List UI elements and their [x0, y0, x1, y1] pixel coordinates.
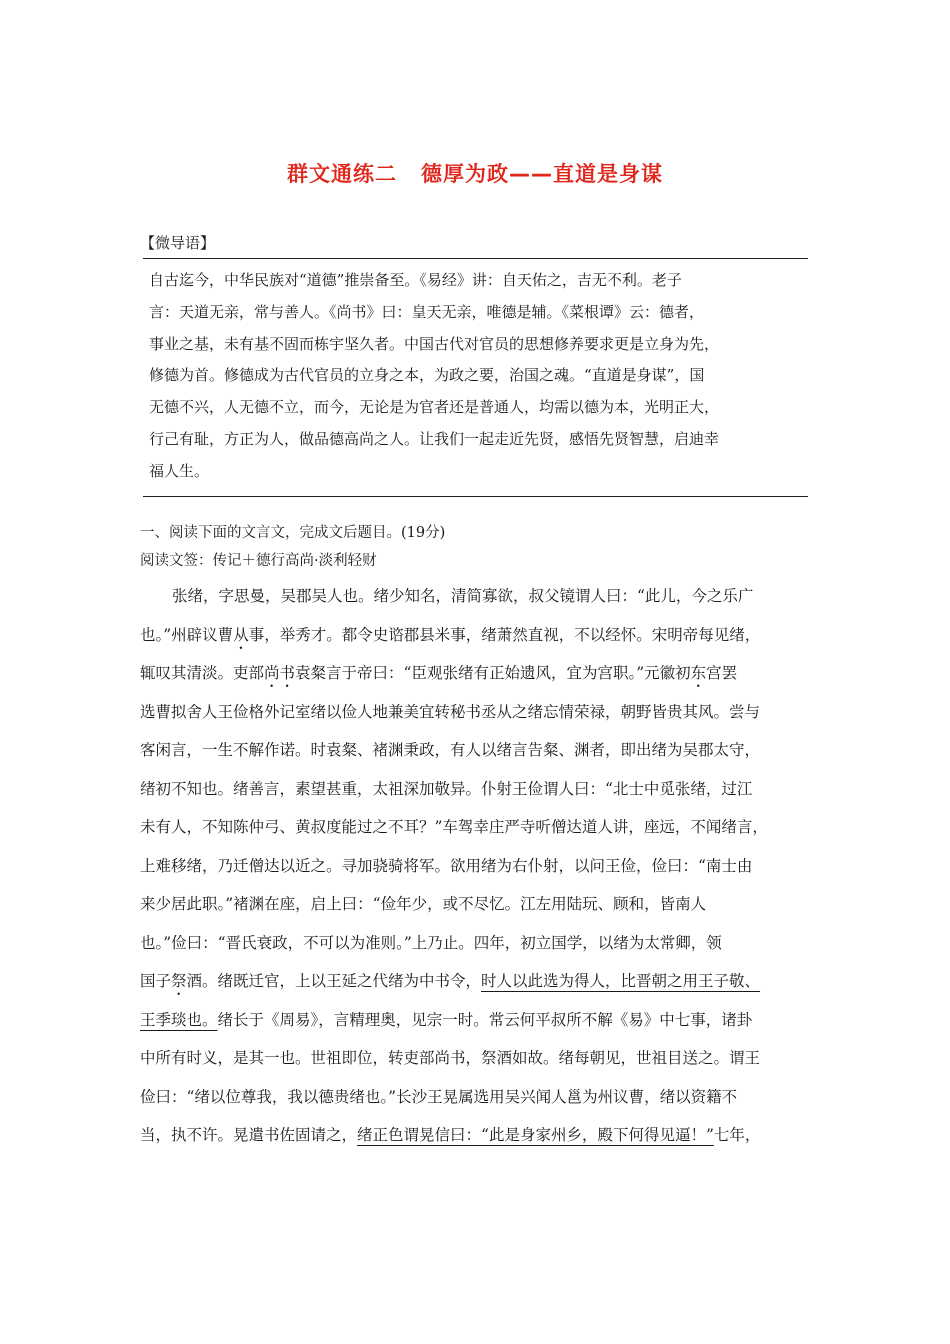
text-span: 辄叹其清淡。吏部 [140, 664, 265, 682]
question-heading: 一、阅读下面的文言文，完成文后题目。(19分) [140, 525, 446, 541]
passage-line: 上难移绪，乃迁僧达以近之。寻加骁骑将军。欲用绪为右仆射，以问王俭，俭曰：“南士由 [140, 856, 753, 875]
passage-line [140, 616, 820, 655]
passage-line [140, 1001, 820, 1040]
passage-line: 俭曰：“绪以位尊我，我以德贵绪也。”长沙王晃属选用吴兴闻人邕为州议曹，绪以资籍不 [140, 1087, 738, 1106]
intro-line: 行己有耻，方正为人，做品德高尚之人。让我们一起走近先贤，感悟先贤智慧，启迪幸 [149, 429, 720, 448]
text-span: 绪长于《周易》，言精理奥，见宗一时。常云何平叔所不解《易》中七事，诸卦 [217, 1010, 753, 1029]
passage-line: 也。”俭曰：“晋氏衰政，不可以为准则。”上乃止。四年，初立国学，以绪为太常卿，领 [140, 933, 722, 952]
passage-line: 绪初不知也。绪善言，素望甚重，太祖深加敬异。仆射王俭谓人曰：“北士中觅张绪，过江 [140, 779, 753, 798]
passage-line [140, 962, 820, 1001]
intro-line: 无德不兴，人无德不立，而今，无论是为官者还是普通人，均需以德为本，光明正大， [149, 398, 720, 417]
passage-line: 中所有时义，是其一也。世祖即位，转吏部尚书，祭酒如故。绪每朝见，世祖目送之。谓王 [140, 1049, 761, 1067]
text-span: 国子 [140, 972, 172, 990]
intro-line: 自古迄今，中华民族对“道德”推崇备至。《易经》讲：自天佑之，吉无不利。老子 [149, 271, 682, 289]
text-span: 七年， [713, 1126, 761, 1144]
underlined-sentence: 王季琰也。 [140, 1010, 218, 1029]
passage-line: 客闲言，一生不解作诺。时袁粲、褚渊秉政，有人以绪言告粲、渊者，即出绪为吴郡太守， [140, 741, 761, 759]
guide-label: 【微导语】 [140, 234, 216, 252]
passage-line: 来少居此职。”褚渊在座，启上曰：“俭年少，或不尽忆。江左用陆玩、顾和，皆南人 [140, 895, 707, 913]
text-span: 也。”州辟议曹 [140, 625, 234, 644]
intro-line: 言：天道无亲，常与善人。《尚书》曰：皇天无亲，唯德是辅。《菜根谭》云：德者， [149, 302, 705, 321]
reading-tag: 阅读文签：传记＋德行高尚·淡利轻财 [140, 553, 377, 569]
passage-line: 未有人，不知陈仲弓、黄叔度能过之不耳？”车驾幸庄严寺听僧达道人讲，座远，不闻绪言， [140, 818, 768, 836]
underlined-sentence: 时人以此选为得人，比晋朝之用王子敬、 [481, 972, 761, 990]
text-span: 酒。绪既迁官，上以王延之代绪为中书令， [186, 972, 482, 990]
intro-line: 修德为首。修德成为古代官员的立身之本，为政之要，治国之魂。“直道是身谋”，国 [149, 366, 705, 385]
text-span: 事，举秀才。都令史谘郡县米事，绪萧然直视，不以经怀。宋明帝每见绪， [248, 625, 761, 644]
text-span: 宫罢 [706, 664, 738, 682]
passage [140, 577, 820, 1155]
emphasized-word: 尚书 [264, 664, 296, 682]
underlined-sentence: 绪正色谓晃信曰：“此是身家州乡，殿下何得见逼！” [357, 1126, 714, 1144]
passage-line: 张绪，字思曼，吴郡吴人也。绪少知名，清简寡欲，叔父镜谓人曰：“此儿，今之乐广 [172, 587, 754, 605]
emphasized-word: 从 [233, 625, 249, 644]
page-title [0, 158, 950, 188]
title-part-1: 群文通练二 [287, 162, 397, 186]
intro-line: 福人生。 [149, 461, 210, 480]
text-span: 当，执不许。晃遣书佐固请之， [140, 1126, 358, 1144]
passage-line [140, 654, 820, 693]
intro-box [143, 258, 808, 497]
text-span: 袁粲言于帝曰：“臣观张绪有正始遗风，宜为宫职。”元徽初 [295, 664, 691, 682]
passage-line: 选曹拟舍人王俭格外记室绪以俭人地兼美宜转秘书丞从之绪忘情荣禄，朝野皆贵其风。尝与 [140, 702, 761, 721]
intro-line: 事业之基，未有基不固而栋宇坚久者。中国古代对官员的思想修养要求更是立身为先， [149, 334, 720, 353]
emphasized-word: 东 [690, 664, 707, 682]
title-part-2: 德厚为政——直道是身谋 [421, 162, 663, 186]
passage-line [140, 1116, 820, 1155]
emphasized-word: 祭 [171, 972, 187, 990]
